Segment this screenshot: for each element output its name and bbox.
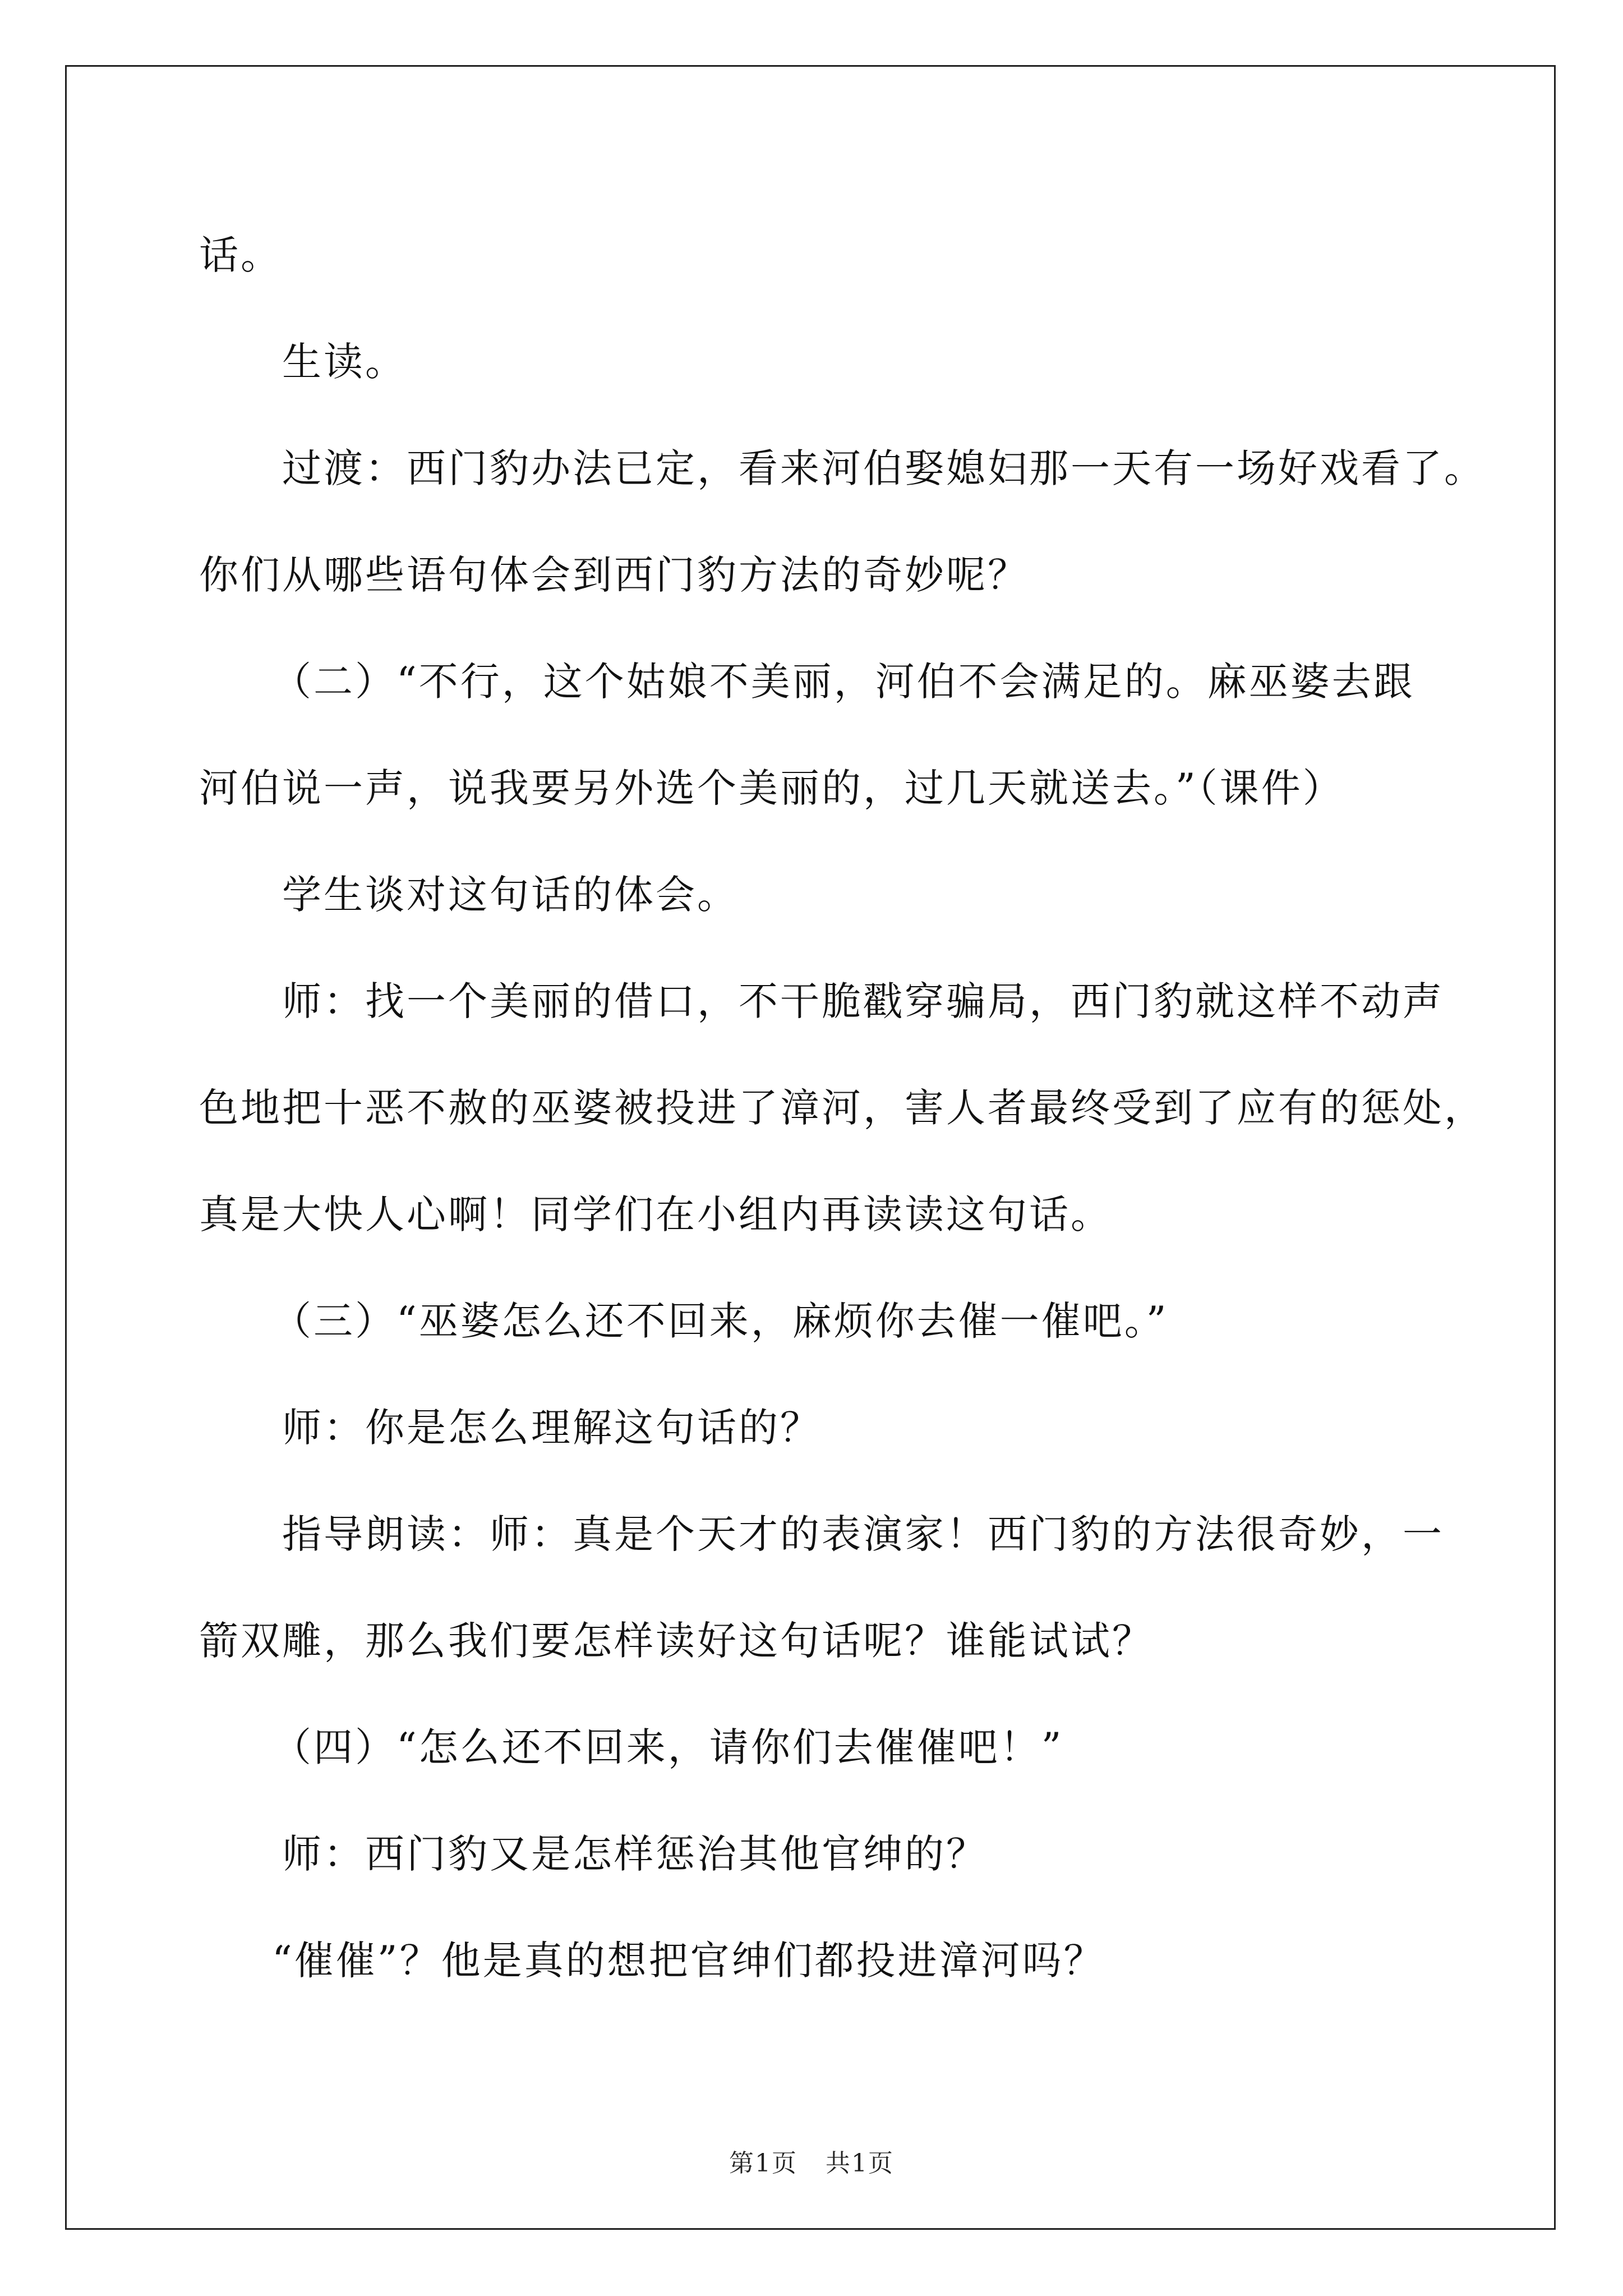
paragraph: （二）“不行，这个姑娘不美丽，河伯不会满足的。麻巫婆去跟 (272, 659, 1415, 705)
paragraph: 师：西门豹又是怎样惩治其他官绅的？ (282, 1831, 988, 1877)
paragraph: （四）“怎么还不回来，请你们去催催吧！” (272, 1724, 1064, 1770)
paragraph: 学生谈对这句话的体会。 (282, 872, 739, 918)
paragraph: 师：找一个美丽的借口，不干脆戳穿骗局，西门豹就这样不动声 (282, 978, 1444, 1024)
paragraph: 过渡：西门豹办法已定，看来河伯娶媳妇那一天有一场好戏看了。 (282, 445, 1486, 491)
paragraph: 指导朗读：师：真是个天才的表演家！西门豹的方法很奇妙，一 (282, 1511, 1444, 1557)
document-body (199, 202, 1486, 2014)
page-footer (0, 2143, 1623, 2179)
paragraph: 真是大快人心啊！同学们在小组内再读读这句话。 (199, 1191, 1112, 1237)
paragraph: 师：你是怎么理解这句话的？ (282, 1405, 822, 1451)
paragraph: 话。 (199, 232, 282, 278)
paragraph: 你们从哪些语句体会到西门豹方法的奇妙呢？ (199, 552, 1029, 598)
paragraph: 色地把十恶不赦的巫婆被投进了漳河，害人者最终受到了应有的惩处， (199, 1085, 1486, 1131)
paragraph: （三）“巫婆怎么还不回来，麻烦你去催一催吧。” (272, 1298, 1169, 1344)
paragraph: 生读。 (282, 339, 407, 385)
paragraph: 河伯说一声，说我要另外选个美丽的，过几天就送去。”（课件） (199, 765, 1344, 811)
page-number: 第1页 (729, 2149, 797, 2178)
paragraph: 箭双雕，那么我们要怎样读好这句话呢？谁能试试？ (199, 1618, 1154, 1664)
page-total: 共1页 (826, 2149, 894, 2178)
paragraph: “催催”？他是真的想把官绅们都投进漳河吗？ (272, 1938, 1105, 1984)
